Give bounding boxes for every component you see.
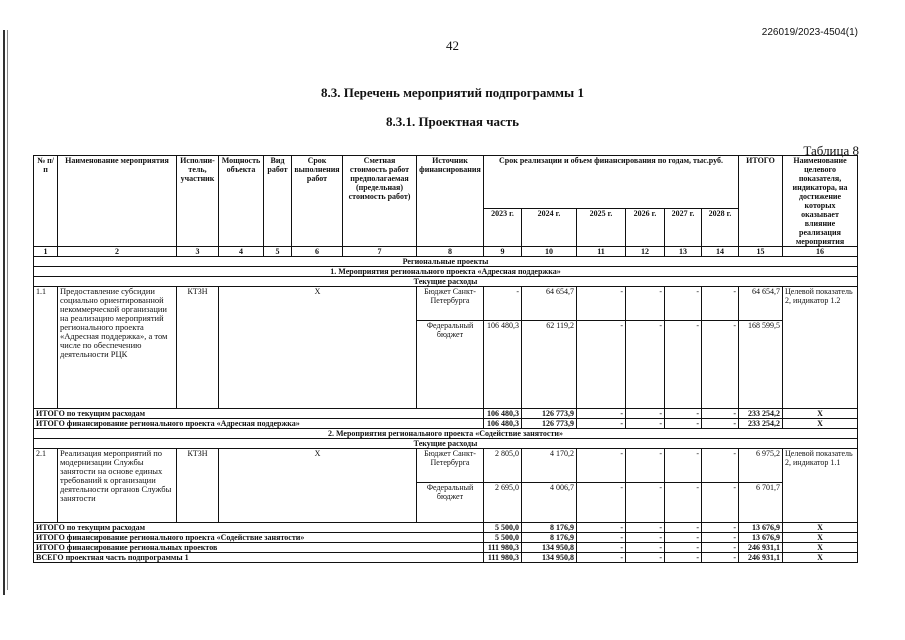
document-id: 226019/2023-4504(1)	[761, 27, 858, 38]
measure-name: Реализация мероприятий по модернизации Службы занятости на основе единых требований к организации деятельности органов Службы занятости	[58, 449, 177, 523]
project1-current-label: Текущие расходы	[34, 277, 858, 287]
funding-source: Федеральный бюджет	[417, 483, 484, 523]
value-cell: -	[577, 419, 626, 429]
col-header-2028: 2028 г.	[702, 209, 739, 247]
total-label: ВСЕГО проектная часть подпрограммы 1	[34, 553, 484, 563]
section-row	[34, 277, 858, 287]
x-mark: Х	[783, 409, 858, 419]
value-cell: -	[665, 553, 702, 563]
section-row	[34, 257, 858, 267]
value-cell: -	[665, 523, 702, 533]
measure-name: Предоставление субсидии социально ориентированной некоммерческой организации на реализацию мероприятий регионального проекта «Адресная поддержка», а том числе по обеспечению деятельности РЦК	[58, 287, 177, 409]
value-cell: -	[665, 449, 702, 483]
col-header-period: Срок реализации и объем финансирования по годам, тыс.руб.	[484, 156, 739, 209]
value-cell: 134 950,8	[522, 553, 577, 563]
subsection-heading: 8.3.1. Проектная часть	[385, 114, 520, 129]
value-cell: -	[702, 553, 739, 563]
value-cell: -	[702, 419, 739, 429]
value-cell: 106 480,3	[484, 321, 522, 409]
value-cell: 62 119,2	[522, 321, 577, 409]
col-number: 16	[783, 247, 858, 257]
total-label: ИТОГО по текущим расходам	[34, 409, 484, 419]
value-cell: -	[626, 483, 665, 523]
value-cell: 8 176,9	[522, 523, 577, 533]
table-row	[34, 449, 858, 483]
row-number: 1.1	[34, 287, 58, 409]
value-cell: -	[577, 553, 626, 563]
col-header-indicator: Наименование целевого показателя, индикатора, на достижение которых оказывает влияние реализация мероприятия	[783, 156, 858, 247]
x-mark: Х	[783, 419, 858, 429]
project1-title: 1. Мероприятия регионального проекта «Адресная поддержка»	[34, 267, 858, 277]
funding-source: Бюджет Санкт-Петербурга	[417, 449, 484, 483]
value-cell: -	[577, 449, 626, 483]
value-cell: -	[626, 523, 665, 533]
value-cell: 106 480,3	[484, 419, 522, 429]
value-cell: 5 500,0	[484, 533, 522, 543]
value-cell: -	[665, 409, 702, 419]
section-row	[34, 439, 858, 449]
value-cell: -	[577, 321, 626, 409]
section-heading: 8.3. Перечень мероприятий подпрограммы 1	[321, 85, 584, 100]
col-header-2026: 2026 г.	[626, 209, 665, 247]
col-number: 2	[58, 247, 177, 257]
value-cell: -	[665, 543, 702, 553]
total-cell: 233 254,2	[739, 409, 783, 419]
x-mark: Х	[783, 523, 858, 533]
value-cell: -	[665, 533, 702, 543]
indicator-cell: Целевой показатель 2, индикатор 1.1	[783, 449, 858, 523]
col-number: 1	[34, 247, 58, 257]
value-cell: -	[484, 287, 522, 321]
col-header-2027: 2027 г.	[665, 209, 702, 247]
col-number: 8	[417, 247, 484, 257]
col-header-term: Срок выполнения работ	[292, 156, 343, 247]
total-cell: 13 676,9	[739, 533, 783, 543]
value-cell: -	[577, 543, 626, 553]
value-cell: -	[626, 321, 665, 409]
col-number: 7	[343, 247, 417, 257]
total-row	[34, 409, 858, 419]
value-cell: 106 480,3	[484, 409, 522, 419]
value-cell: 126 773,9	[522, 419, 577, 429]
value-cell: 4 170,2	[522, 449, 577, 483]
value-cell: -	[626, 419, 665, 429]
total-cell: 6 701,7	[739, 483, 783, 523]
col-header-source: Источник финансирования	[417, 156, 484, 247]
value-cell: -	[626, 553, 665, 563]
value-cell: 126 773,9	[522, 409, 577, 419]
value-cell: -	[577, 533, 626, 543]
value-cell: -	[665, 419, 702, 429]
value-cell: 111 980,3	[484, 553, 522, 563]
value-cell: -	[665, 321, 702, 409]
value-cell: 2 695,0	[484, 483, 522, 523]
col-header-estimate: Сметная стоимость работ предполагаемая (предельная) стоимость работ)	[343, 156, 417, 247]
value-cell: -	[702, 449, 739, 483]
total-cell: 13 676,9	[739, 523, 783, 533]
value-cell: 8 176,9	[522, 533, 577, 543]
indicator-cell: Целевой показатель 2, индикатор 1.2	[783, 287, 858, 409]
total-label: ИТОГО финансирование региональных проектов	[34, 543, 484, 553]
project2-current-label: Текущие расходы	[34, 439, 858, 449]
grand-total-row	[34, 553, 858, 563]
col-header-2024: 2024 г.	[522, 209, 577, 247]
measures-table	[33, 155, 858, 563]
value-cell: -	[702, 287, 739, 321]
value-cell: -	[665, 287, 702, 321]
value-cell: -	[702, 321, 739, 409]
value-cell: 111 980,3	[484, 543, 522, 553]
value-cell: -	[702, 543, 739, 553]
x-mark: Х	[783, 543, 858, 553]
value-cell: -	[626, 533, 665, 543]
value-cell: -	[626, 287, 665, 321]
value-cell: -	[626, 409, 665, 419]
total-cell: 64 654,7	[739, 287, 783, 321]
value-cell: -	[702, 483, 739, 523]
executor: КТЗН	[177, 287, 219, 409]
funding-source: Бюджет Санкт-Петербурга	[417, 287, 484, 321]
value-cell: -	[702, 523, 739, 533]
total-label: ИТОГО финансирование регионального проекта «Содействие занятости»	[34, 533, 484, 543]
value-cell: 4 006,7	[522, 483, 577, 523]
grand-total-row	[34, 543, 858, 553]
value-cell: 64 654,7	[522, 287, 577, 321]
value-cell: -	[626, 543, 665, 553]
value-cell: -	[577, 409, 626, 419]
total-label: ИТОГО финансирование регионального проекта «Адресная поддержка»	[34, 419, 484, 429]
col-header-work-type: Вид работ	[264, 156, 292, 247]
value-cell: -	[665, 483, 702, 523]
column-numbers-row	[34, 247, 858, 257]
col-header-name: Наименование мероприятия	[58, 156, 177, 247]
col-header-num: № п/п	[34, 156, 58, 247]
value-cell: 134 950,8	[522, 543, 577, 553]
col-header-executor: Исполни-тель, участник	[177, 156, 219, 247]
col-number: 3	[177, 247, 219, 257]
x-mark: Х	[219, 449, 417, 523]
total-cell: 246 931,1	[739, 543, 783, 553]
value-cell: -	[626, 449, 665, 483]
col-number: 5	[264, 247, 292, 257]
total-row	[34, 533, 858, 543]
col-header-total: ИТОГО	[739, 156, 783, 247]
section-row	[34, 267, 858, 277]
x-mark: Х	[783, 553, 858, 563]
x-mark: Х	[783, 533, 858, 543]
col-header-2025: 2025 г.	[577, 209, 626, 247]
col-number: 15	[739, 247, 783, 257]
col-number: 12	[626, 247, 665, 257]
total-row	[34, 419, 858, 429]
col-number: 9	[484, 247, 522, 257]
col-number: 11	[577, 247, 626, 257]
value-cell: -	[702, 533, 739, 543]
value-cell: -	[577, 287, 626, 321]
row-number: 2.1	[34, 449, 58, 523]
col-number: 10	[522, 247, 577, 257]
page-number: 42	[446, 38, 459, 53]
total-cell: 233 254,2	[739, 419, 783, 429]
col-header-capacity: Мощность объекта	[219, 156, 264, 247]
total-row	[34, 523, 858, 533]
total-label: ИТОГО по текущим расходам	[34, 523, 484, 533]
value-cell: -	[577, 523, 626, 533]
col-header-2023: 2023 г.	[484, 209, 522, 247]
total-cell: 246 931,1	[739, 553, 783, 563]
col-number: 13	[665, 247, 702, 257]
executor: КТЗН	[177, 449, 219, 523]
value-cell: 5 500,0	[484, 523, 522, 533]
header-row	[34, 156, 858, 209]
total-cell: 6 975,2	[739, 449, 783, 483]
col-number: 4	[219, 247, 264, 257]
col-number: 14	[702, 247, 739, 257]
project2-title: 2. Мероприятия регионального проекта «Содействие занятости»	[34, 429, 858, 439]
regional-projects-label: Региональные проекты	[34, 257, 858, 267]
col-number: 6	[292, 247, 343, 257]
section-row	[34, 429, 858, 439]
funding-source: Федеральный бюджет	[417, 321, 484, 409]
table-caption: Таблица 8	[803, 143, 859, 158]
total-cell: 168 599,5	[739, 321, 783, 409]
table-row	[34, 287, 858, 321]
value-cell: -	[577, 483, 626, 523]
value-cell: 2 805,0	[484, 449, 522, 483]
value-cell: -	[702, 409, 739, 419]
x-mark: Х	[219, 287, 417, 409]
